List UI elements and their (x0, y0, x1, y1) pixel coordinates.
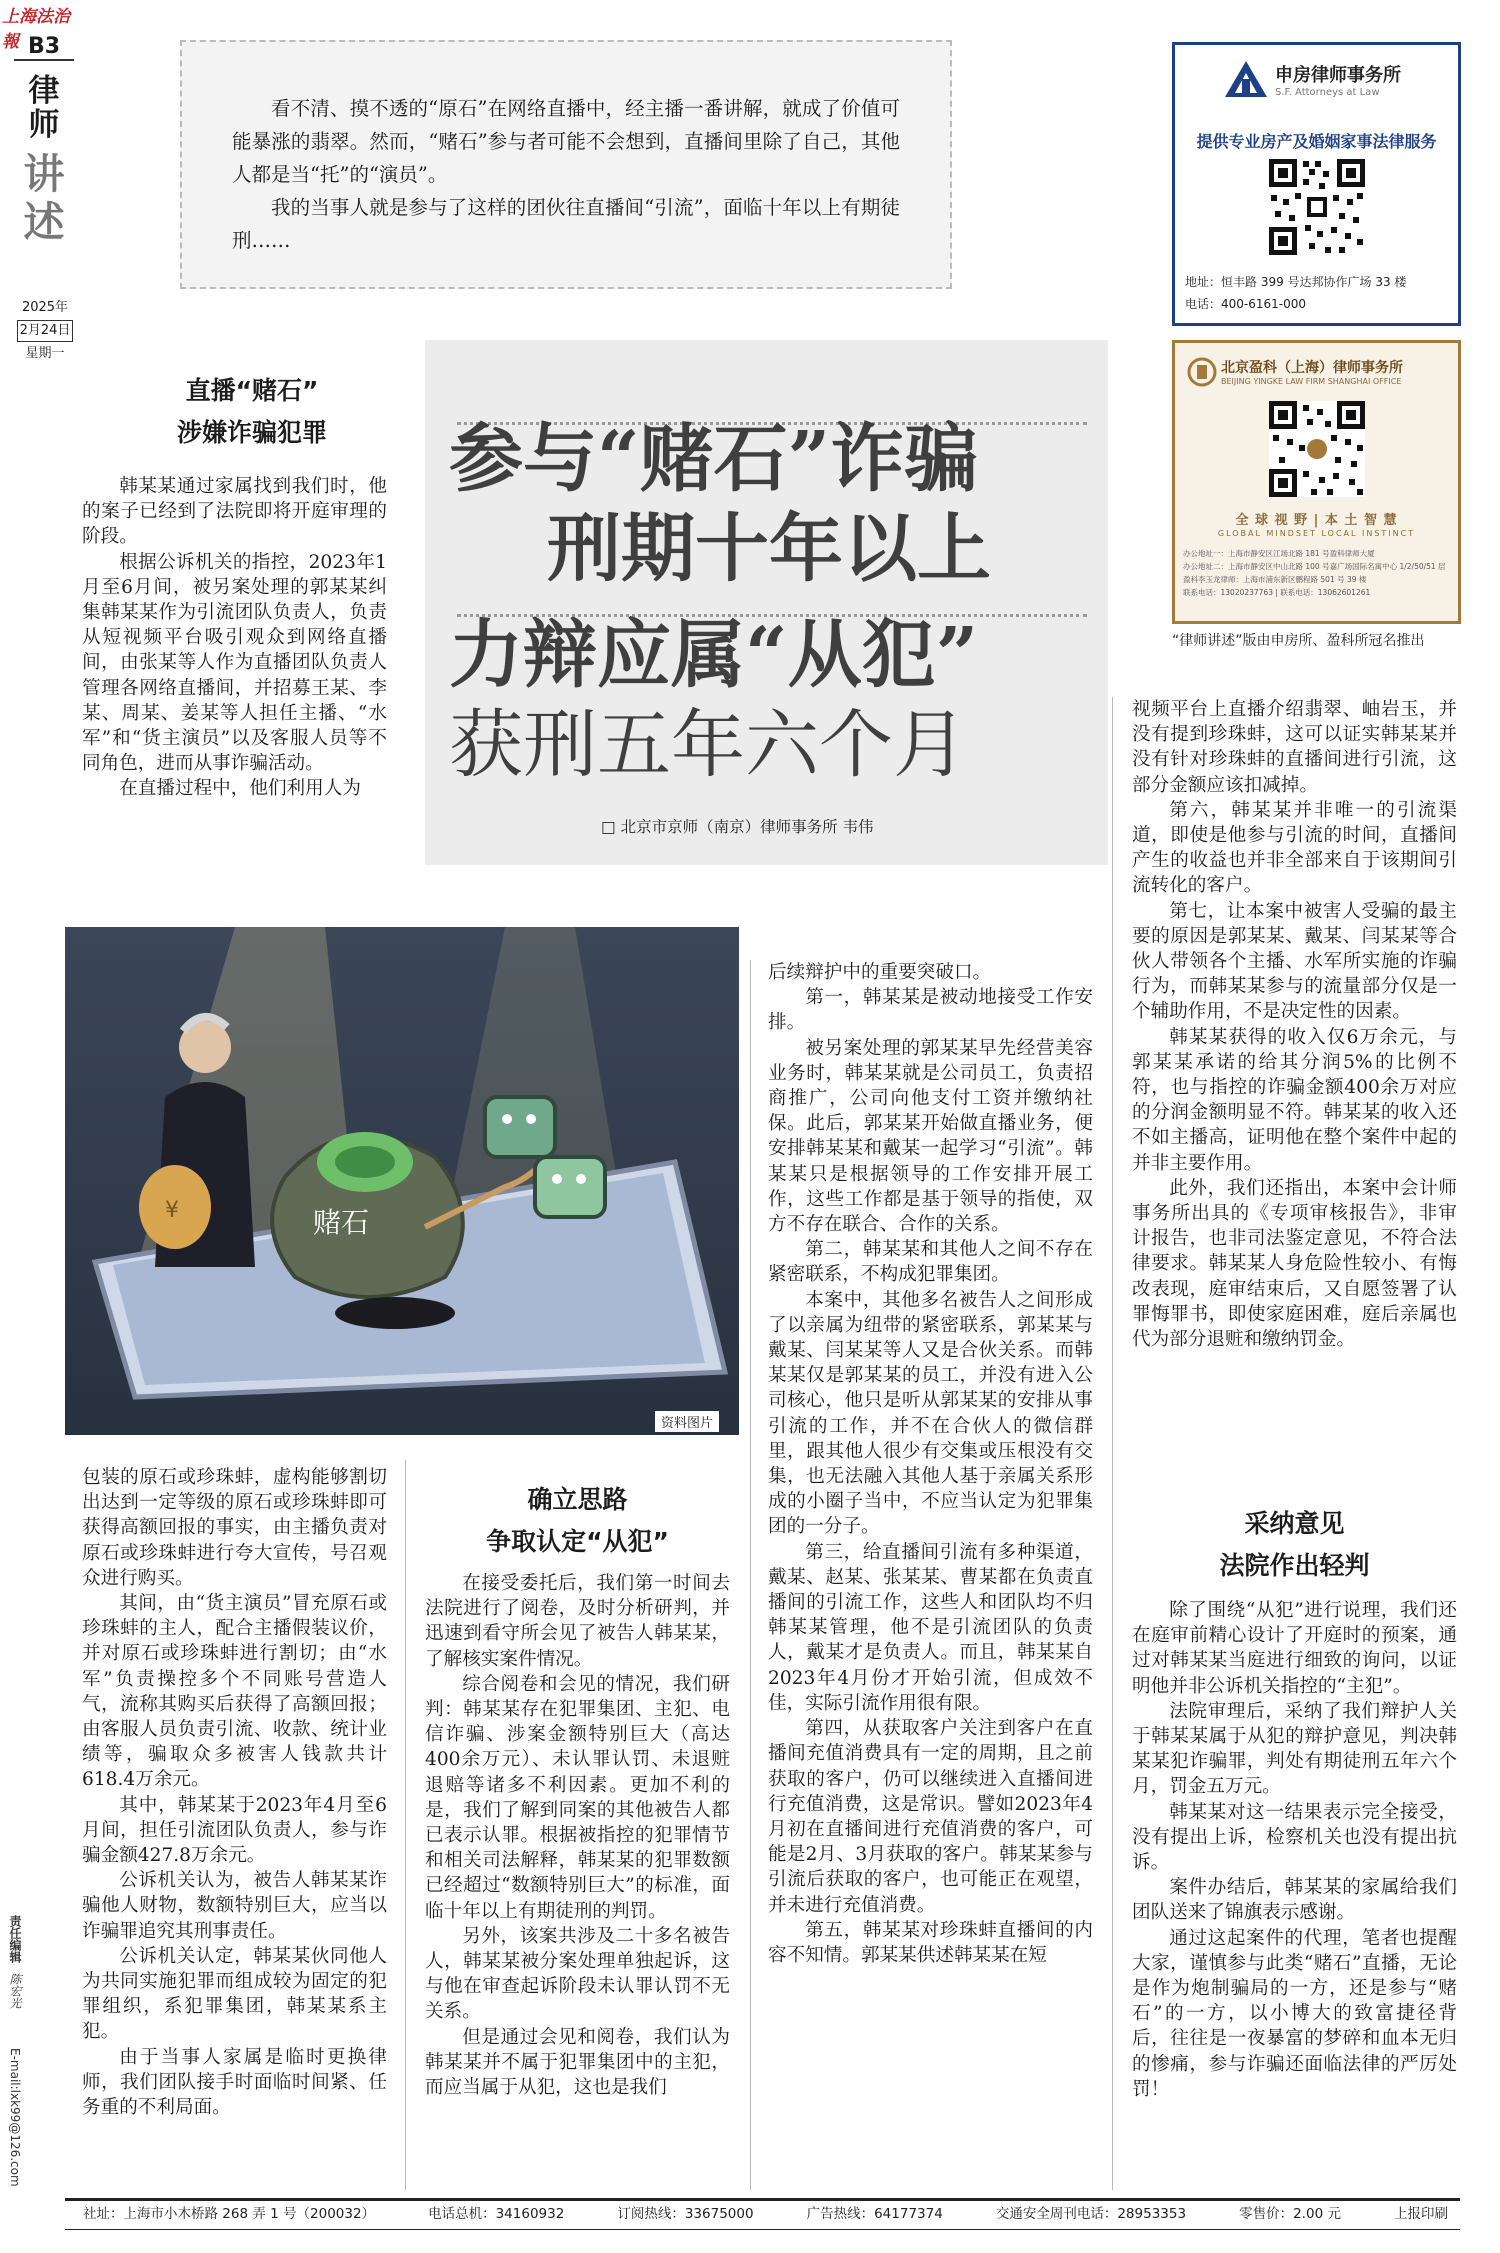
body-paragraph: 第二，韩某某和其他人之间不存在紧密联系，不构成犯罪集团。 (768, 1239, 1093, 1286)
body-paragraph: 其中，韩某某于2023年4月至6月间，担任引流团队负责人，参与诈骗金额427.8万余元。 (82, 1794, 387, 1867)
section-name-top: 律师 (28, 73, 60, 143)
column1-body (82, 1465, 387, 2120)
weekday: 星期一 (25, 346, 65, 361)
editor-label (2, 1915, 22, 2009)
section2-body (425, 1571, 730, 2100)
body-paragraph: 但是通过会见和阅卷，我们认为韩某某并不属于犯罪集团中的主犯，而应当属于从犯，这也是我们 (425, 2026, 730, 2099)
page-number-box (14, 34, 74, 61)
section1-body (82, 474, 387, 802)
footer-price: 零售价：2.00 元 (1239, 2206, 1341, 2222)
body-paragraph: 此外，我们还指出，本案中会计师事务所出具的《专项审核报告》，非审计报告，也非司法鉴定意见，不符合法律要求。韩某某人身危险性较小、有悔改表现，庭审结束后，又自愿签署了认罪悔罪书，即使家庭困难，庭后亲属也代为部分退赃和缴纳罚金。 (1132, 1177, 1457, 1351)
body-paragraph: 第一，韩某某是被动地接受工作安排。 (768, 987, 1093, 1034)
column-divider (1112, 697, 1113, 2190)
footer-ad-hotline: 广告热线：64177374 (806, 2206, 943, 2222)
shenfang-name-en: S.F. Attorneys at Law (1275, 87, 1380, 98)
yingke-office-line: 办公地址二：上海市静安区中山北路 100 号嘉广场国际名寓中心 1/2/50/51 层 (1183, 562, 1446, 571)
intro-text (232, 92, 900, 257)
yingke-name-en: BEIJING YINGKE LAW FIRM SHANGHAI OFFICE (1221, 377, 1402, 386)
yingke-motto: 全 球 视 野 | 本 土 智 慧 (1235, 513, 1398, 528)
column4-body (1132, 697, 1457, 1352)
headline-line: 刑期十年以上 (547, 506, 991, 592)
footer-subscribe: 订阅热线：33675000 (617, 2206, 754, 2222)
sponsor-note: “律师讲述”版由申房所、盈科所冠名推出 (1172, 633, 1425, 649)
body-paragraph: 其间，由“货主演员”冒充原石或珍珠蚌的主人，配合主播假装议价，并对原石或珍珠蚌进行割切；由“水军”负责操控多个不同账号营造人气，流称其购买后获得了高额回报；由客服人员负责引流、收款、统计业绩等，骗取众多被害人钱款共计618.4万余元。 (82, 1593, 387, 1791)
paper-name: 上海法治報 (2, 7, 70, 52)
shenfang-phone: 电话：400-6161-000 (1185, 297, 1307, 311)
ad-shenfang[interactable] (1172, 42, 1461, 326)
illustration (65, 927, 739, 1435)
column3-body (768, 960, 1093, 1968)
date-day: 2月24日 (17, 320, 73, 342)
section2-subhead-line: 确立思路 (527, 1485, 628, 1514)
section1-subhead (82, 370, 422, 454)
body-paragraph: 韩某某通过家属找到我们时，他的案子已经到了法院即将开庭审理的阶段。 (82, 476, 387, 548)
section2-subhead-line: 争取认定“从犯” (486, 1527, 669, 1556)
column-divider (750, 960, 751, 2190)
image-caption: 资料图片 (655, 1411, 719, 1432)
footer-print: 上报印刷 (1393, 2206, 1448, 2222)
yingke-contact: 联系电话：13020237763 | 联系电话：13062601261 (1183, 588, 1371, 597)
svg-text:¥: ¥ (165, 1198, 179, 1223)
yingke-qr-code-icon[interactable] (1269, 401, 1365, 497)
body-paragraph: 案件办结后，韩某某的家属给我们团队送来了锦旗表示感谢。 (1132, 1877, 1457, 1924)
shenfang-qr-code-icon[interactable] (1269, 159, 1365, 255)
editor-email[interactable]: E-mail:lxk99@126.com (8, 2048, 22, 2187)
column-divider (405, 1460, 406, 2190)
byline: □ 北京市京师（南京）律师事务所 韦伟 (601, 818, 874, 836)
body-paragraph: 第六，韩某某并非唯一的引流渠道，即使是他参与引流的时间，直播间产生的收益也并非全部来自于该期间引流转化的客户。 (1132, 799, 1457, 897)
body-paragraph: 韩某某对这一结果表示完全接受，没有提出上诉，检察机关也没有提出抗诉。 (1132, 1801, 1457, 1874)
yingke-logo-icon (1187, 357, 1217, 387)
intro-paragraph: 看不清、摸不透的“原石”在网络直播中，经主播一番讲解，就成了价值可能暴涨的翡翠。然而，“赌石”参与者可能不会想到，直播间里除了自己，其他人都是当“托”的“演员”。 (232, 97, 900, 186)
yingke-motto-en: GLOBAL MINDSET LOCAL INSTINCT (1217, 529, 1416, 538)
footer-traffic: 交通安全周刊电话：28953353 (995, 2206, 1187, 2222)
body-paragraph: 除了围绕“从犯”进行说理，我们还在庭审前精心设计了开庭时的预案，通过对韩某某当庭进行细致的询问，以证明他并非公诉机关指控的“主犯”。 (1132, 1600, 1457, 1697)
yingke-name: 北京盈科（上海）律师事务所 (1221, 360, 1403, 376)
shenfang-logo-icon (1223, 59, 1269, 99)
body-paragraph: 被另案处理的郭某某早先经营美容业务时，韩某某就是公司员工，负责招商推广，公司向他支付工资并缴纳社保。此后，郭某某开始做直播业务，便安排韩某某和戴某一起学习“引流”。韩某某只是根据领导的工作安排开展工作，这些工作都是基于领导的指使，双方不存在联合、合作的关系。 (768, 1037, 1093, 1236)
body-paragraph: 第五，韩某某对珍珠蚌直播间的内容不知情。郭某某供述韩某某在短 (768, 1919, 1093, 1966)
section3-subhead-line: 采纳意见 (1244, 1509, 1345, 1538)
intro-box (180, 40, 952, 289)
section1-subhead-line: 直播“赌石” (185, 376, 319, 405)
body-paragraph: 包装的原石或珍珠蚌，虚构能够割切出达到一定等级的原石或珍珠蚌即可获得高额回报的事实，由主播负责对原石或珍珠蚌进行夸大宣传，号召观众进行购买。 (82, 1467, 387, 1589)
body-paragraph: 由于当事人家属是临时更换律师，我们团队接手时面临时间紧、任务重的不利局面。 (82, 2046, 387, 2119)
headline-line: 获刑五年六个月 (449, 702, 967, 788)
date-year: 2025年 (21, 300, 69, 315)
editor-name: 陈宏光 (8, 1972, 22, 2009)
gambling-stone-illustration (65, 927, 739, 1435)
body-paragraph: 公诉机关认为，被告人韩某某诈骗他人财物，数额特别巨大，应当以诈骗罪追究其刑事责任。 (82, 1870, 387, 1942)
section3-subhead-line: 法院作出轻判 (1219, 1551, 1370, 1580)
section-name-bottom: 讲述 (23, 150, 65, 246)
headline-block (425, 340, 1108, 865)
body-paragraph: 法院审理后，采纳了我们辩护人关于韩某某属于从犯的辩护意见，判决韩某某犯诈骗罪，判处有期徒刑五年六个月，罚金五万元。 (1132, 1700, 1457, 1798)
body-paragraph: 本案中，其他多名被告人之间形成了以亲属为纽带的紧密联系，郭某某与戴某、闫某某等人又是合伙关系。而韩某某仅是郭某某的员工，并没有进入公司核心，他只是听从郭某某的安排从事引流的工作，并不在合伙人的微信群里，跟其他人很少有交集或压根没有交集，也无法融入其他人基于亲属关系形成的小圈子当中，不应当认定为犯罪集团的一分子。 (768, 1289, 1093, 1538)
body-paragraph: 在接受委托后，我们第一时间去法院进行了阅卷，及时分析研判，并迅速到看守所会见了被告人韩某某，了解核实案件情况。 (425, 1573, 730, 1670)
shenfang-name: 申房律师事务所 (1275, 65, 1401, 86)
yingke-office-line: 办公地址一：上海市静安区江场北路 181 号盈科律师大厦 (1183, 549, 1375, 558)
headline-main (449, 414, 1089, 594)
section3-body (1132, 1598, 1457, 2102)
shenfang-slogan: 提供专业房产及婚姻家事法律服务 (1196, 132, 1437, 151)
footer-tel: 电话总机：34160932 (428, 2206, 565, 2222)
section1-subhead-line: 涉嫌诈骗犯罪 (176, 418, 327, 447)
body-paragraph: 通过这起案件的代理，笔者也提醒大家，谨慎参与此类“赌石”直播，无论是作为炮制骗局的一方，还是参与“赌石”的一方，以小博大的致富捷径背后，往往是一夜暴富的梦碎和血本无归的惨痛，参与诈骗还面临法律的严厉处罚！ (1132, 1927, 1457, 2100)
footer (65, 2198, 1460, 2230)
body-paragraph: 公诉机关认定，韩某某伙同他人为共同实施犯罪而组成较为固定的犯罪组织，系犯罪集团，韩某某系主犯。 (82, 1945, 387, 2043)
date-block (14, 298, 76, 364)
intro-paragraph: 我的当事人就是参与了这样的团伙往直播间“引流”，面临十年以上有期徒刑…… (232, 196, 900, 252)
section2-subhead (425, 1479, 730, 1563)
headline-line: 参与“赌石”诈骗 (449, 416, 979, 502)
stone-label: 赌石 (313, 1206, 370, 1239)
ad-yingke[interactable] (1172, 340, 1461, 624)
footer-address: 社址：上海市小木桥路 268 弄 1 号（200032） (83, 2206, 376, 2222)
body-paragraph: 后续辩护中的重要突破口。 (768, 962, 992, 983)
body-paragraph: 视频平台上直播介绍翡翠、岫岩玉，并没有提到珍珠蚌，这可以证实韩某某并没有针对珍珠蚌的直播间进行引流，这部分金额应该扣减掉。 (1132, 699, 1457, 796)
body-paragraph: 在直播过程中，他们利用人为 (119, 778, 361, 800)
page-number: B3 (27, 34, 61, 59)
shenfang-address: 地址：恒丰路 399 号达邦协作广场 33 楼 (1185, 275, 1407, 289)
headline-sub (449, 610, 1089, 790)
headline-line: 力辩应属“从犯” (449, 612, 979, 698)
body-paragraph: 根据公诉机关的指控，2023年1月至6月间，被另案处理的郭某某纠集韩某某作为引流团队负责人，负责从短视频平台吸引观众到网络直播间，由张某等人作为直播团队负责人管理各网络直播间，并招募王某、李某、周某、姜某等人担任主播、“水军”和“货主演员”以及客服人员等不同角色，进而从事诈骗活动。 (82, 551, 387, 775)
yingke-office-line: 盈科李玉龙律师：上海市浦东新区鹏程路 501 号 39 楼 (1183, 575, 1367, 584)
section3-subhead (1132, 1503, 1457, 1587)
body-paragraph: 第四，从获取客户关注到客户在直播间充值消费具有一定的周期，且之前获取的客户，仍可以继续进入直播间进行充值消费，这是常识。譬如2023年4月初在直播间进行充值消费的客户，可能是2月、3月获取的客户。韩某某参与引流后获取的客户，也可能正在观望，并未进行充值消费。 (768, 1718, 1093, 1916)
yingke-offices (1183, 547, 1451, 599)
body-paragraph: 另外，该案共涉及二十多名被告人，韩某某被分案处理单独起诉，这与他在审查起诉阶段未认罪认罚不无关系。 (425, 1925, 730, 2023)
body-paragraph: 第三，给直播间引流有多种渠道，戴某、赵某、张某某、曹某都在负责直播间的引流工作，这些人和团队均不归韩某某管理，他不是引流团队的负责人，戴某才是负责人。而且，韩某某自2023年4月份才开始引流，但成效不佳，实际引流作用很有限。 (768, 1541, 1093, 1714)
body-paragraph: 第七，让本案中被害人受骗的最主要的原因是郭某某、戴某、闫某某等合伙人带领各个主播、水军所实施的诈骗行为，而韩某某参与的流量部分仅是一个辅助作用，不是决定性的因素。 (1132, 900, 1457, 1023)
body-paragraph: 综合阅卷和会见的情况，我们研判：韩某某存在犯罪集团、主犯、电信诈骗、涉案金额特别巨大（高达400余万元）、未认罪认罚、未退赃退赔等诸多不利因素。更加不利的是，我们了解到同案的其他被告人都已表示认罪。根据被指控的犯罪情节和相关司法解释，韩某某的犯罪数额已经超过“数额特别巨大”的标准，面临十年以上有期徒刑的判罚。 (425, 1673, 730, 1922)
body-paragraph: 韩某某获得的收入仅6万余元，与郭某某承诺的给其分润5%的比例不符，也与指控的诈骗金额400余万对应的分润金额明显不符。韩某某的收入还不如主播高，证明他在整个案件中起的并非主要作用。 (1132, 1026, 1457, 1174)
editor-title: 责任编辑 (8, 1915, 22, 1963)
